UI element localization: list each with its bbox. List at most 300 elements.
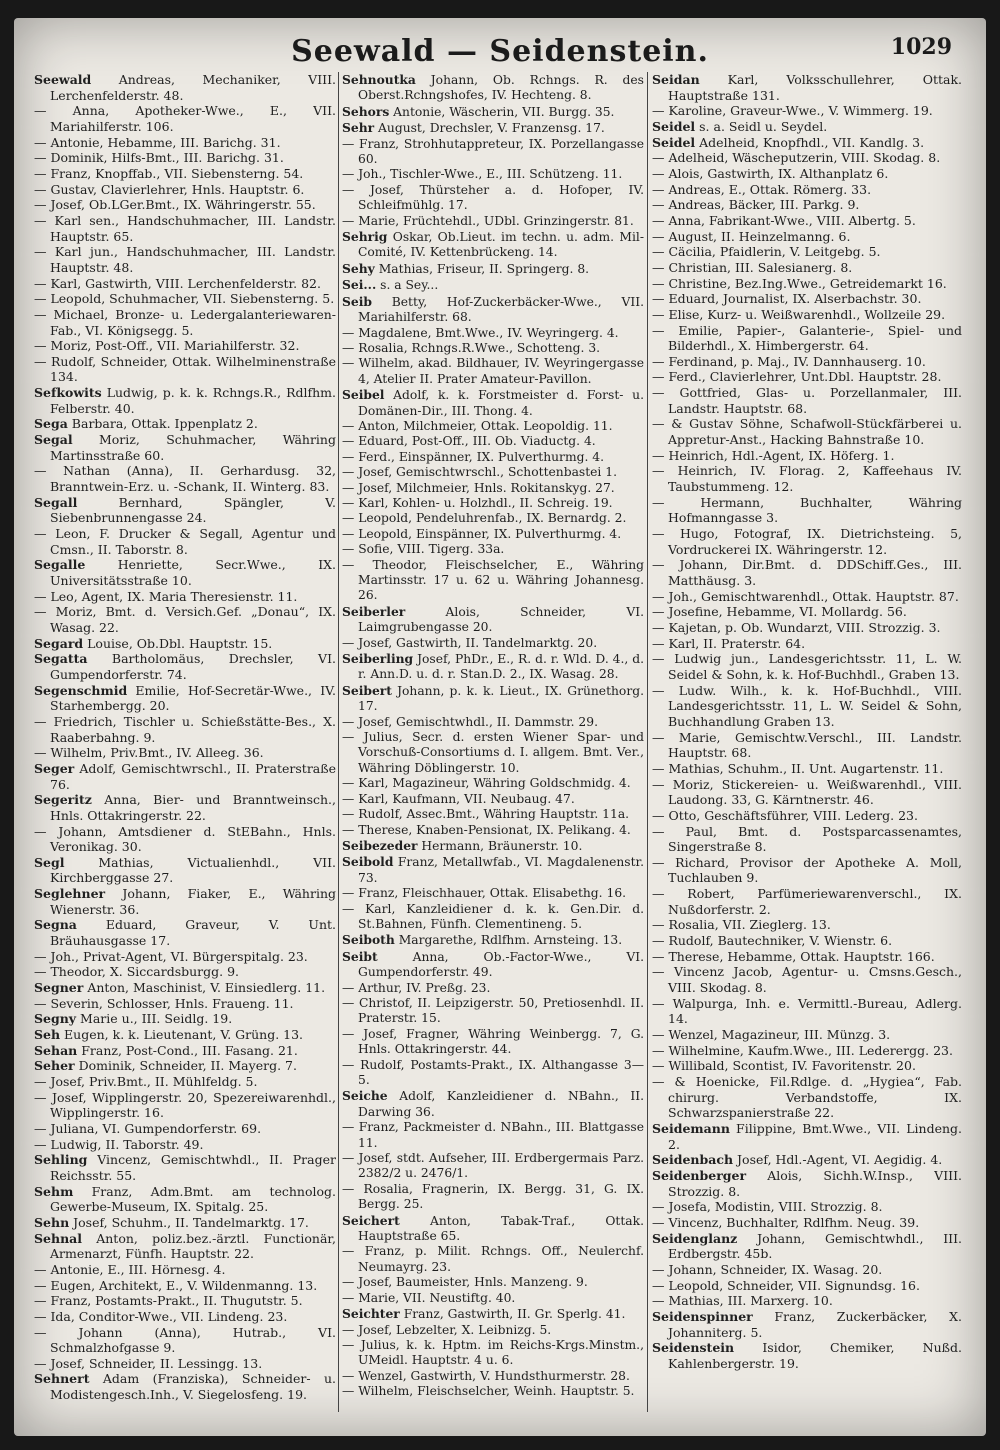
directory-entry	[342, 419, 644, 434]
directory-entry	[342, 277, 644, 293]
directory-entry	[342, 996, 644, 1027]
entry-text: — Emilie, Papier-, Galanterie-, Spiel- und Bilderhdl., X. Himbergerstr. 64.	[652, 322, 962, 354]
entry-text: Anton, Tabak-Traf., Ottak. Hauptstraße 65.	[358, 1213, 644, 1244]
entry-text: — Richard, Provisor der Apotheke A. Moll, Tuchlauben 9.	[652, 854, 962, 886]
directory-entry	[652, 589, 962, 605]
running-title: Seewald — Seidenstein.	[291, 34, 709, 69]
entry-text: Franz, Adm.Bmt. am technolog. Gewerbe-Museum, IX. Spitalg. 25.	[50, 1183, 336, 1215]
entry-surname: Seiche	[342, 1088, 388, 1104]
entry-surname: Sehnert	[34, 1371, 90, 1387]
directory-entry	[34, 213, 336, 244]
directory-entry	[34, 980, 336, 996]
entry-surname: Seichter	[342, 1306, 400, 1322]
entry-text: — Christine, Bez.Ing.Wwe., Getreidemarkt 16.	[652, 275, 947, 291]
directory-entry	[34, 416, 336, 432]
column-divider-2	[647, 72, 648, 1412]
entry-surname: Segenschmid	[34, 682, 128, 698]
entry-text: Josef, Hdl.-Agent, VI. Aegidig. 4.	[733, 1152, 943, 1168]
entry-text: — Eugen, Architekt, E., V. Wildenmanng. 13.	[34, 1277, 318, 1293]
entry-text: — Ludw. Wilh., k. k. Hof-Buchhdl., VIII. Landesgerichtsstr. 11, L. W. Seidel & Sohn, Buchhandlung Graben 13.	[652, 682, 962, 729]
entry-text: — Heinrich, Hdl.-Agent, IX. Höferg. 1.	[652, 447, 895, 463]
directory-entry	[342, 683, 644, 715]
entry-text: — Eduard, Journalist, IX. Alserbachstr. 30.	[652, 291, 922, 307]
directory-entry	[34, 1309, 336, 1325]
entry-text: — Adelheid, Wäscheputzerin, VIII. Skodag. 8.	[652, 150, 941, 166]
entry-text: — Christian, III. Salesianerg. 8.	[652, 259, 853, 275]
entry-text: Johann, p. k. k. Lieut., IX. Grünethorg. 17.	[358, 683, 644, 714]
entry-text: — Nathan (Anna), II. Gerhardusg. 32, Branntwein-Erz. u. -Schank, II. Winterg. 83.	[34, 463, 336, 495]
entry-text: Marie u., III. Seidlg. 19.	[76, 1011, 233, 1027]
entry-text: — Eduard, Post-Off., III. Ob. Viaductg. 4.	[342, 434, 596, 449]
entry-text: Adolf, Kanzleidiener d. NBahn., II. Darwing 36.	[358, 1089, 644, 1119]
directory-entry	[652, 824, 962, 855]
entry-text: Dominik, Schneider, II. Mayerg. 7.	[74, 1058, 297, 1074]
entry-text: — Karl, Kaufmann, VII. Neubaug. 47.	[342, 791, 575, 806]
entry-text: Isidor, Chemiker, Nußd. Kahlenbergerstr. 19.	[668, 1340, 962, 1371]
directory-entry	[652, 1309, 962, 1340]
directory-entry	[34, 1293, 336, 1309]
directory-entry	[652, 307, 962, 323]
entry-text: — Josef, Priv.Bmt., II. Mühlfeldg. 5.	[34, 1074, 258, 1089]
entry-text: — Wilhelm, Fleischselcher, Weinh. Hauptstr. 5.	[342, 1384, 635, 1399]
entry-surname: Sega	[34, 416, 68, 432]
directory-entry	[342, 72, 644, 104]
directory-entry	[652, 1058, 962, 1074]
entry-text: — Robert, Parfümeriewarenverschl., IX. Nußdorferstr. 2.	[652, 886, 962, 917]
directory-entry	[652, 135, 962, 151]
entry-surname: Seiboth	[342, 932, 395, 948]
entry-text: Vincenz, Gemischtwhdl., II. Prager Reichsstr. 55.	[50, 1152, 336, 1183]
directory-entry	[342, 183, 644, 214]
directory-entry	[652, 761, 962, 777]
directory-entry	[342, 1027, 644, 1058]
entry-surname: Seher	[34, 1058, 75, 1074]
entry-text: — Ludwig jun., Landesgerichtsstr. 11, L. W. Seidel & Sohn, k. k. Hof-Buchhdl., Graben 13.	[652, 651, 962, 682]
entry-text: — Leo, Agent, IX. Maria Theresienstr. 11.	[34, 588, 298, 604]
directory-entry	[342, 1182, 644, 1213]
entry-text: — Michael, Bronze- u. Ledergalanteriewaren-Fab., VI. Königsegg. 5.	[34, 306, 336, 338]
directory-entry	[652, 1074, 962, 1121]
entry-text: — Karl jun., Handschuhmacher, III. Landstr. Hauptstr. 48.	[34, 244, 336, 275]
entry-text: — Josef, Gemischtwrschl., Schottenbastei 1.	[342, 465, 618, 480]
entry-text: — Karl, Kohlen- u. Holzhdl., II. Schreig. 19.	[342, 495, 613, 510]
directory-entry	[34, 526, 336, 557]
entry-surname: Seidenstein	[652, 1340, 735, 1356]
directory-entry	[652, 276, 962, 292]
directory-entry	[652, 855, 962, 886]
directory-entry	[342, 730, 644, 776]
directory-entry	[652, 354, 962, 370]
entry-surname: Segard	[34, 635, 84, 651]
entry-text: Louise, Ob.Dbl. Hauptstr. 15.	[83, 635, 273, 651]
directory-entry	[652, 730, 962, 761]
entry-surname: Sehors	[342, 103, 390, 119]
entry-surname: Sehrig	[342, 229, 388, 245]
entry-surname: Seibel	[342, 387, 385, 403]
directory-entry	[34, 1137, 336, 1153]
entry-text: — Arthur, IV. Preßg. 23.	[342, 980, 491, 995]
entry-surname: Segna	[34, 917, 77, 933]
entry-text: Johann, Fiaker, E., Währing Wienerstr. 36.	[50, 886, 336, 917]
entry-text: Adolf, k. k. Forstmeister d. Forst- u. Domänen-Dir., III. Thong. 4.	[358, 388, 644, 418]
entry-text: — Marie, Früchtehdl., UDbl. Grinzingerstr. 81.	[342, 213, 634, 228]
directory-entry	[652, 651, 962, 682]
directory-entry	[34, 103, 336, 134]
directory-entry	[342, 1369, 644, 1384]
entry-text: Margarethe, Rdlfhm. Arnsteing. 13.	[394, 933, 623, 948]
directory-entry	[34, 792, 336, 823]
entry-text: — Karl, Magazineur, Währing Goldschmidg. 4.	[342, 776, 631, 791]
entry-surname: Seibezeder	[342, 837, 418, 853]
column-3	[652, 72, 962, 1412]
column-2	[342, 72, 644, 1412]
page-number: 1029	[890, 34, 952, 60]
entry-text: — Alois, Gastwirth, IX. Althanplatz 6.	[652, 165, 889, 181]
directory-entry	[652, 1121, 962, 1152]
entry-text: — Mathias, III. Marxerg. 10.	[652, 1293, 833, 1309]
entry-surname: Seidan	[652, 72, 700, 87]
entry-surname: Seidel	[652, 118, 696, 134]
entry-text: — Karl, Gastwirth, VIII. Lerchenfelderstr. 82.	[34, 275, 321, 291]
entry-surname: Sehy	[342, 260, 375, 276]
entry-text: — Josef, Fragner, Währing Weinbergg. 7, G. Hnls. Ottakringerstr. 44.	[342, 1026, 644, 1057]
directory-entry	[652, 260, 962, 276]
entry-text: — Vincenz Jacob, Agentur- u. Cmsns.Gesch., VIII. Skodag. 8.	[652, 964, 962, 996]
entry-text: — Hugo, Fotograf, IX. Dietrichsteing. 5, Vordruckerei IX. Währingerstr. 12.	[652, 526, 962, 557]
entry-text: Hermann, Bräunerstr. 10.	[417, 838, 583, 853]
directory-entry	[652, 620, 962, 636]
entry-text: — Ludwig, II. Taborstr. 49.	[34, 1136, 204, 1152]
entry-text: — Franz, Strohhutappreteur, IX. Porzellangasse 60.	[342, 136, 644, 167]
entry-surname: Segny	[34, 1011, 77, 1027]
directory-entry	[652, 526, 962, 557]
directory-entry	[34, 244, 336, 275]
directory-entry	[342, 341, 644, 356]
entry-text: — Theodor, Fleischselcher, E., Währing Martinsstr. 17 u. 62 u. Währing Johannesg. 26.	[342, 557, 644, 603]
directory-entry	[34, 949, 336, 965]
directory-entry	[652, 933, 962, 949]
directory-entry	[652, 463, 962, 494]
directory-entry	[652, 636, 962, 652]
entry-text: — Josef, Lebzelter, X. Leibnizg. 5.	[342, 1322, 552, 1337]
directory-entry	[34, 291, 336, 307]
entry-text: Karl, Volksschullehrer, Ottak. Hauptstraße 131.	[668, 72, 962, 103]
entry-surname: Seidel	[652, 134, 696, 150]
entry-text: Anton, poliz.bez.-ärztl. Functionär, Armenarzt, Fünfh. Hauptstr. 22.	[50, 1230, 336, 1262]
directory-entry	[34, 886, 336, 917]
directory-entry	[342, 527, 644, 542]
entry-surname: Seibold	[342, 854, 394, 870]
directory-entry	[342, 1058, 644, 1089]
entry-text: — Josefine, Hebamme, VI. Mollardg. 56.	[652, 604, 907, 620]
directory-entry	[34, 1262, 336, 1278]
directory-entry	[652, 604, 962, 620]
entry-surname: Seibert	[342, 682, 392, 698]
entry-text: — Leopold, Einspänner, IX. Pulverthurmg. 4.	[342, 526, 622, 541]
directory-entry	[342, 511, 644, 526]
directory-entry	[652, 150, 962, 166]
entry-surname: Sefkowits	[34, 385, 102, 401]
entry-surname: Seib	[342, 293, 372, 309]
entry-surname: Seglehner	[34, 886, 106, 902]
directory-entry	[34, 1074, 336, 1090]
entry-text: — Wilhelmine, Kaufm.Wwe., III. Lederergg. 23.	[652, 1042, 953, 1058]
entry-text: Oskar, Ob.Lieut. im techn. u. adm. Mil-Comité, IV. Kettenbrückeng. 14.	[358, 230, 644, 260]
directory-entry	[342, 949, 644, 981]
directory-entry	[34, 338, 336, 354]
directory-entry	[34, 636, 336, 652]
directory-entry	[652, 886, 962, 917]
directory-entry	[652, 495, 962, 526]
directory-entry	[342, 1120, 644, 1151]
directory-entry	[342, 1244, 644, 1275]
directory-entry	[652, 323, 962, 354]
directory-entry	[34, 1215, 336, 1231]
entry-surname: Sei...	[342, 277, 377, 293]
entry-surname: Sehnoutka	[342, 72, 416, 87]
entry-text: — Gustav, Clavierlehrer, Hnls. Hauptstr. 6.	[34, 181, 305, 197]
directory-entry	[652, 1043, 962, 1059]
entry-text: Johann, Ob. Rchngs. R. des Oberst.Rchngshofes, IV. Hechteng. 8.	[358, 73, 644, 103]
directory-entry	[34, 1090, 336, 1121]
entry-text: — Rudolf, Postamts-Prakt., IX. Althangasse 3—5.	[342, 1057, 644, 1087]
entry-text: — Wilhelm, akad. Bildhauer, IV. Weyringergasse 4, Atelier II. Prater Amateur-Pavillon.	[342, 356, 644, 386]
directory-entry	[342, 450, 644, 465]
entry-text: — August, II. Heinzelmanng. 6.	[652, 228, 851, 244]
entry-text: s. a Sey...	[376, 278, 439, 293]
directory-entry	[342, 823, 644, 838]
entry-text: — & Gustav Söhne, Schafwoll-Stückfärberei u. Appretur-Anst., Hacking Bahnstraße 10.	[652, 416, 962, 448]
entry-text: — Juliana, VI. Gumpendorferstr. 69.	[34, 1120, 262, 1136]
directory-entry	[652, 1152, 962, 1168]
entry-text: — Elise, Kurz- u. Weißwarenhdl., Wollzeile 29.	[652, 306, 946, 322]
entry-text: — Rosalia, Fragnerin, IX. Bergg. 31, G. IX. Bergg. 25.	[342, 1181, 644, 1212]
entry-text: Ludwig, p. k. k. Rchngs.R., Rdlfhm. Felberstr. 40.	[50, 385, 336, 416]
entry-text: Eduard, Graveur, V. Unt. Bräuhausgasse 17.	[50, 917, 336, 949]
directory-entry	[342, 932, 644, 948]
directory-entry	[342, 1088, 644, 1120]
directory-entry	[652, 1215, 962, 1231]
directory-entry	[342, 294, 644, 326]
entry-surname: Seidemann	[652, 1120, 730, 1136]
directory-entry	[34, 996, 336, 1012]
entry-text: — Moriz, Bmt. d. Versich.Gef. „Donau“, IX. Wasag. 22.	[34, 604, 336, 635]
directory-entry	[652, 72, 962, 103]
entry-text: — Cäcilia, Pfaidlerin, V. Leitgebg. 5.	[652, 244, 881, 260]
entry-text: Josef, Schuhm., II. Tandelmarktg. 17.	[69, 1214, 309, 1230]
entry-text: — Karl, Kanzleidiener d. k. k. Gen.Dir. d. St.Bahnen, Fünfh. Clementineng. 5.	[342, 901, 644, 931]
entry-text: — Dominik, Hilfs-Bmt., III. Barichg. 31.	[34, 150, 284, 166]
directory-entry	[34, 1356, 336, 1372]
entry-text: Moriz, Schuhmacher, Währing Martinsstraße 60.	[50, 432, 336, 463]
directory-entry	[34, 589, 336, 605]
directory-entry	[342, 1291, 644, 1306]
directory-entry	[34, 182, 336, 198]
entry-surname: Seiberler	[342, 603, 406, 619]
entry-text: — Mathias, Schuhm., II. Unt. Augartenstr. 11.	[652, 760, 944, 776]
entry-text: — Wenzel, Magazineur, III. Münzg. 3.	[652, 1027, 891, 1043]
entry-text: — Sofie, VIII. Tigerg. 33a.	[342, 542, 505, 557]
entry-text: — Franz, Knopffab., VII. Siebensterng. 54.	[34, 165, 304, 181]
entry-text: — Ferdinand, p. Maj., IV. Dannhauserg. 10.	[652, 353, 926, 369]
directory-entry	[652, 683, 962, 730]
directory-entry	[652, 964, 962, 995]
directory-entry	[342, 120, 644, 136]
entry-text: — Ferd., Einspänner, IX. Pulverthurmg. 4.	[342, 449, 605, 464]
entry-surname: Sehan	[34, 1042, 78, 1058]
directory-entry	[342, 137, 644, 168]
entry-text: — Antonie, Hebamme, III. Barichg. 31.	[34, 134, 281, 150]
directory-entry	[34, 276, 336, 292]
entry-text: — Rosalia, VII. Zieglerg. 13.	[652, 917, 831, 933]
entry-text: Franz, Post-Cond., III. Fasang. 21.	[77, 1042, 298, 1058]
directory-entry	[34, 72, 336, 103]
directory-entry	[34, 307, 336, 338]
entry-text: — Karl, II. Praterstr. 64.	[652, 635, 806, 651]
entry-text: — Leopold, Schuhmacher, VII. Siebensterng. 5.	[34, 291, 335, 307]
directory-entry	[34, 1325, 336, 1356]
entry-text: — Anna, Fabrikant-Wwe., VIII. Albertg. 5.	[652, 212, 916, 228]
directory-entry	[652, 385, 962, 416]
entry-text: — Moriz, Post-Off., VII. Mariahilferstr. 32.	[34, 338, 300, 354]
entry-text: — Joh., Privat-Agent, VI. Bürgerspitalg. 23.	[34, 948, 308, 964]
directory-entry	[342, 1151, 644, 1182]
entry-text: — & Hoenicke, Fil.Rdlge. d. „Hygiea“, Fab. chirurg. Verbandstoffe, IX. Schwarzspanierstraße 22.	[652, 1074, 962, 1121]
entry-text: — Therese, Hebamme, Ottak. Hauptstr. 166.	[652, 948, 935, 964]
entry-text: Adolf, Gemischtwrschl., II. Praterstraße 76.	[50, 760, 336, 792]
entry-text: Franz, Zuckerbäcker, X. Johanniterg. 5.	[668, 1308, 962, 1340]
entry-text: — Anton, Milchmeier, Ottak. Leopoldig. 11.	[342, 418, 613, 433]
entry-text: Alois, Schneider, VI. Laimgrubengasse 20.	[358, 604, 644, 635]
entry-text: — Josef, stdt. Aufseher, III. Erdbergermais Parz. 2382/2 u. 2476/1.	[342, 1151, 644, 1181]
directory-entry	[652, 1168, 962, 1199]
entry-text: — Josef, Schneider, II. Lessingg. 13.	[34, 1355, 263, 1371]
directory-entry	[342, 792, 644, 807]
entry-text: — Kajetan, p. Ob. Wundarzt, VIII. Strozzig. 3.	[652, 619, 941, 635]
entry-text: — Andreas, Bäcker, III. Parkg. 9.	[652, 197, 860, 213]
entry-text: Anna, Bier- und Branntweinsch., Hnls. Ottakringerstr. 22.	[50, 792, 336, 823]
directory-entry	[34, 1011, 336, 1027]
directory-entry	[342, 542, 644, 557]
directory-entry	[652, 244, 962, 260]
entry-surname: Seewald	[34, 72, 92, 87]
entry-surname: Seibt	[342, 948, 378, 964]
entry-text: — Ida, Conditor-Wwe., VII. Lindeng. 23.	[34, 1308, 288, 1324]
directory-entry	[34, 855, 336, 886]
entry-surname: Sehling	[34, 1152, 88, 1168]
entry-text: — Josef, Ob.LGer.Bmt., IX. Währingerstr. 55.	[34, 197, 316, 213]
entry-text: — Anna, Apotheker-Wwe., E., VII. Mariahilferstr. 106.	[34, 103, 336, 134]
entry-text: — Moriz, Stickereien- u. Weißwarenhdl., VIII. Laudong. 33, G. Kärntnerstr. 46.	[652, 776, 962, 808]
entry-surname: Segall	[34, 494, 78, 510]
directory-entry	[342, 1306, 644, 1322]
entry-text: Franz, Metallwfab., VI. Magdalenenstr. 73.	[358, 855, 644, 885]
entry-text: Bernhard, Spängler, V. Siebenbrunnengasse 24.	[50, 494, 336, 526]
directory-entry	[652, 1231, 962, 1262]
directory-entry	[342, 261, 644, 277]
directory-entry	[34, 1027, 336, 1043]
entry-surname: Sehn	[34, 1214, 70, 1230]
directory-entry	[34, 604, 336, 635]
directory-entry	[342, 167, 644, 182]
entry-text: — Franz, p. Milit. Rchngs. Off., Neulerchf. Neumayrg. 23.	[342, 1244, 644, 1274]
directory-entry	[652, 808, 962, 824]
entry-text: — Leon, F. Drucker & Segall, Agentur und Cmsn., II. Taborstr. 8.	[34, 526, 336, 557]
entry-text: — Vincenz, Buchhalter, Rdlfhm. Neug. 39.	[652, 1214, 920, 1230]
directory-entry	[342, 214, 644, 229]
directory-entry	[652, 103, 962, 119]
entry-text: — Rudolf, Bautechniker, V. Wienstr. 6.	[652, 933, 893, 949]
entry-text: — Josef, Gemischtwhdl., II. Dammstr. 29.	[342, 714, 598, 729]
entry-text: — Andreas, E., Ottak. Römerg. 33.	[652, 181, 872, 197]
entry-text: Emilie, Hof-Secretär-Wwe., IV. Starhembergg. 20.	[50, 682, 336, 714]
directory-entry	[34, 166, 336, 182]
entry-text: — Josef, Milchmeier, Hnls. Rokitanskyg. 27.	[342, 480, 615, 495]
entry-surname: Segl	[34, 854, 65, 870]
entry-surname: Seidenberger	[652, 1167, 747, 1183]
entry-surname: Seger	[34, 760, 75, 776]
directory-entry	[34, 1184, 336, 1215]
directory-entry	[342, 481, 644, 496]
entry-text: — Josef, Baumeister, Hnls. Manzeng. 9.	[342, 1275, 588, 1290]
entry-surname: Seidenglanz	[652, 1230, 738, 1246]
directory-entry	[34, 1231, 336, 1262]
directory-entry	[342, 434, 644, 449]
entry-text: — Christof, II. Leipzigerstr. 50, Pretiosenhdl. II. Praterstr. 15.	[342, 995, 644, 1026]
entry-text: — Marie, Gemischtw.Verschl., III. Landstr. Hauptstr. 68.	[652, 729, 962, 761]
directory-entry	[652, 1340, 962, 1371]
directory-entry	[342, 356, 644, 387]
entry-text: — Rudolf, Schneider, Ottak. Wilhelminenstraße 134.	[34, 353, 336, 385]
directory-entry	[34, 1121, 336, 1137]
entry-surname: Segal	[34, 432, 73, 448]
directory-entry	[34, 683, 336, 714]
directory-entry	[652, 1027, 962, 1043]
entry-text: — Otto, Geschäftsführer, VIII. Lederg. 23.	[652, 807, 918, 823]
directory-entry	[342, 776, 644, 791]
directory-entry	[342, 651, 644, 683]
directory-entry	[34, 354, 336, 385]
directory-entry	[34, 150, 336, 166]
entry-text: Betty, Hof-Zuckerbäcker-Wwe., VII. Mariahilferstr. 68.	[358, 294, 644, 325]
entry-text: — Joh., Tischler-Wwe., E., III. Schützeng. 11.	[342, 167, 623, 182]
directory-entry	[342, 902, 644, 933]
directory-entry	[652, 119, 962, 135]
directory-entry	[34, 385, 336, 416]
entry-text: — Leopold, Schneider, VII. Signundsg. 16.	[652, 1277, 920, 1293]
directory-entry	[34, 1371, 336, 1402]
entry-surname: Segner	[34, 980, 84, 996]
directory-entry	[342, 604, 644, 636]
directory-entry	[34, 463, 336, 494]
directory-entry	[652, 448, 962, 464]
entry-text: Anna, Ob.-Factor-Wwe., VI. Gumpendorferstr. 49.	[358, 949, 644, 980]
entry-surname: Seiberling	[342, 651, 414, 667]
directory-entry	[34, 432, 336, 463]
entry-text: Adam (Franziska), Schneider- u. Modistengesch.Inh., V. Siegelosfeng. 19.	[50, 1371, 336, 1403]
directory-entry	[342, 981, 644, 996]
directory-entry	[652, 416, 962, 447]
directory-entry	[342, 465, 644, 480]
directory-entry	[652, 291, 962, 307]
directory-entry	[34, 761, 336, 792]
directory-entry	[34, 964, 336, 980]
column-1	[34, 72, 336, 1412]
directory-entry	[342, 807, 644, 822]
entry-surname: Segatta	[34, 651, 88, 667]
entry-text: Bartholomäus, Drechsler, VI. Gumpendorferstr. 74.	[50, 651, 336, 682]
directory-entry	[342, 715, 644, 730]
